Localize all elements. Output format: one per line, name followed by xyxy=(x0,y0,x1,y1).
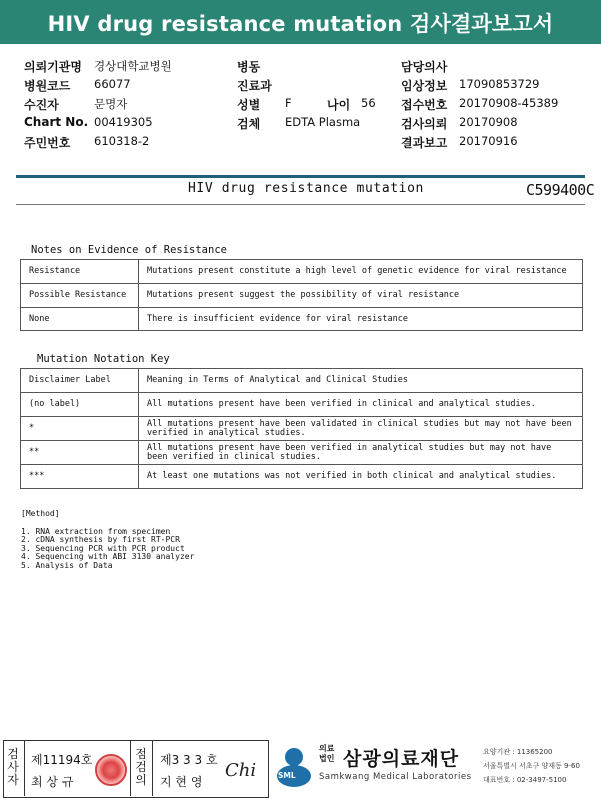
divider xyxy=(130,740,131,796)
info-report-date: 결과보고 20170916 xyxy=(401,134,518,150)
key-label: (no label) xyxy=(21,393,139,417)
method-step: 1. RNA extraction from specimen xyxy=(21,526,171,536)
key-heading: Mutation Notation Key xyxy=(37,353,170,365)
org-prefix: 의료법인 xyxy=(319,744,335,763)
logo-text: SML xyxy=(278,771,296,780)
info-clinical: 임상정보 17090853729 xyxy=(401,77,540,93)
table-row xyxy=(21,417,583,441)
info-hospital-code: 병원코드 66077 xyxy=(24,77,131,93)
info-resident-no: 주민번호 610318-2 xyxy=(24,134,150,150)
key-label: ** xyxy=(21,441,139,465)
key-label: * xyxy=(21,417,139,441)
evidence-table xyxy=(20,259,583,331)
info-specimen: 검체 EDTA Plasma xyxy=(237,115,361,131)
section-rule-bottom xyxy=(16,204,585,205)
contact-address: 서울특별시 서초구 양재동 9-60 xyxy=(483,762,580,770)
key-label: *** xyxy=(21,465,139,489)
evidence-term: None xyxy=(21,308,139,331)
info-receipt-no: 접수번호 20170908-45389 xyxy=(401,96,559,112)
section-rule-top xyxy=(16,175,585,178)
sml-logo-icon xyxy=(272,743,316,787)
contact-code: 요양기관 : 11365200 xyxy=(483,748,553,756)
report-title: HIV drug resistance mutation xyxy=(188,181,424,196)
evidence-term: Possible Resistance xyxy=(21,284,139,308)
method-step: 4. Sequencing with ABI 3130 analyzer xyxy=(21,552,195,561)
contact-phone: 대표번호 : 02-3497-5100 xyxy=(483,776,567,784)
table-row xyxy=(21,308,583,331)
info-patient-name: 수진자 문명자 xyxy=(24,97,128,112)
reviewer-label: 점검의 xyxy=(135,747,147,787)
method-step: 5. Analysis of Data xyxy=(21,560,113,570)
info-hospital: 의뢰기관명 경상대학교병원 xyxy=(24,59,172,74)
key-meaning: All mutations present have been verified in analytical studies but may not have been verified in clinical studies. xyxy=(139,441,583,465)
info-request-date: 검사의뢰 20170908 xyxy=(401,115,518,131)
info-physician: 담당의사 xyxy=(401,60,448,74)
table-row xyxy=(21,284,583,308)
evidence-desc: Mutations present suggest the possibility of viral resistance xyxy=(139,284,583,308)
table-row xyxy=(21,369,583,393)
reviewer-name: 지 현 영 xyxy=(160,775,203,789)
key-meaning: Meaning in Terms of Analytical and Clinical Studies xyxy=(139,369,583,393)
tester-name: 최 상 규 xyxy=(31,775,74,789)
key-table xyxy=(20,368,583,489)
report-header-bar xyxy=(0,0,601,44)
info-age: 나이 56 xyxy=(327,96,376,112)
method-heading: [Method] xyxy=(21,509,60,518)
table-row xyxy=(21,260,583,284)
key-meaning: All mutations present have been validated in clinical studies but may not have been verified in analytical studies. xyxy=(139,417,583,441)
evidence-heading: Notes on Evidence of Resistance xyxy=(31,244,227,256)
divider xyxy=(24,740,25,796)
org-name-en: Samkwang Medical Laboratories xyxy=(319,772,472,782)
method-section xyxy=(21,510,194,570)
info-chart-no: Chart No. 00419305 xyxy=(24,115,153,129)
key-meaning: At least one mutations was not verified in both clinical and analytical studies. xyxy=(139,465,583,489)
key-meaning: All mutations present have been verified in clinical and analytical studies. xyxy=(139,393,583,417)
info-ward: 병동 xyxy=(237,60,261,74)
divider xyxy=(152,740,153,796)
table-row xyxy=(21,393,583,417)
table-row xyxy=(21,465,583,489)
evidence-term: Resistance xyxy=(21,260,139,284)
info-sex: 성별 F xyxy=(237,96,292,112)
table-row xyxy=(21,441,583,465)
reviewer-license: 제3 3 3 호 xyxy=(160,753,218,767)
org-name: 삼광의료재단 xyxy=(343,748,460,770)
footer xyxy=(0,740,601,806)
evidence-desc: There is insufficient evidence for viral resistance xyxy=(139,308,583,331)
report-header-title: HIV drug resistance mutation 검사결과보고서 xyxy=(47,12,554,36)
info-department: 진료과 xyxy=(237,79,272,93)
key-label: Disclaimer Label xyxy=(21,369,139,393)
tester-license: 제11194호 xyxy=(31,753,93,767)
tester-label: 검사자 xyxy=(7,747,19,787)
seal-stamp-icon xyxy=(95,754,127,786)
evidence-desc: Mutations present constitute a high level of genetic evidence for viral resistance xyxy=(139,260,583,284)
signature-mark: Chi xyxy=(225,760,257,781)
method-step: 2. cDNA synthesis by first RT-PCR xyxy=(21,535,180,544)
report-code: C599400C xyxy=(526,181,595,199)
method-step: 3. Sequencing PCR with PCR product xyxy=(21,543,185,553)
